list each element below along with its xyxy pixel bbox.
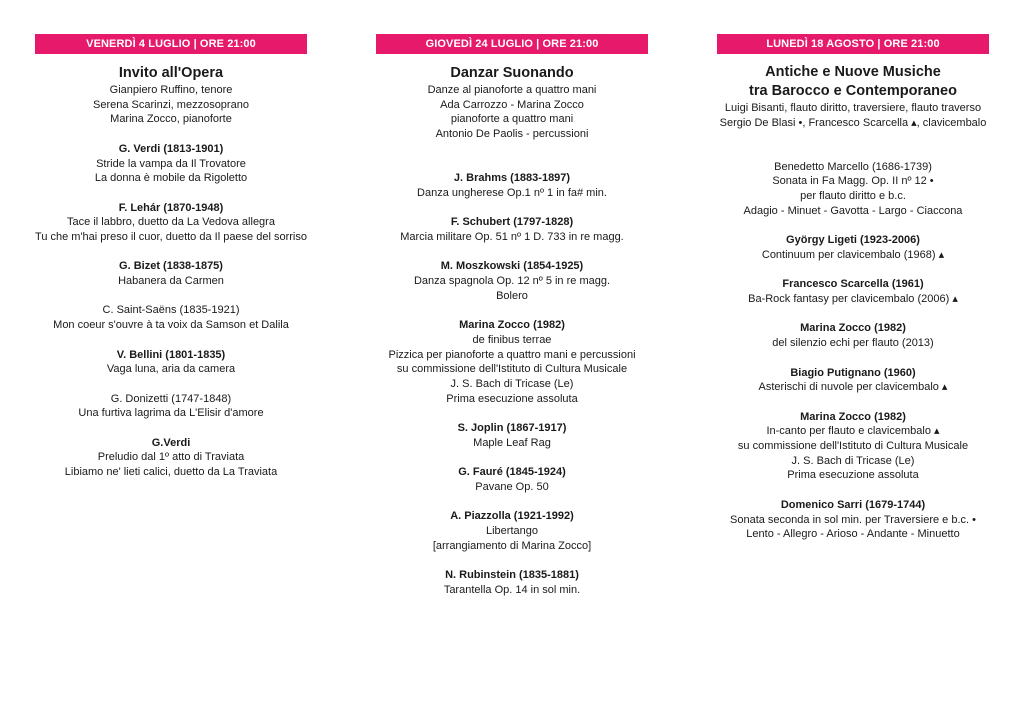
program-item [376, 509, 648, 553]
spacer [376, 406, 648, 421]
piece-line: G. Donizetti (1747-1848) [110, 392, 232, 405]
program-item [35, 259, 307, 288]
spacer [717, 395, 989, 410]
piece-line: Una furtiva lagrima da L'Elisir d'amore [78, 407, 264, 420]
program-item [376, 171, 648, 200]
concert-title [717, 63, 989, 101]
performer-line: Serena Scarinzi, mezzosoprano [93, 98, 249, 111]
program-item [717, 321, 989, 350]
piece-line: Bolero [496, 289, 528, 302]
spacer [376, 495, 648, 510]
spacer [717, 219, 989, 234]
date-time-banner: VENERDÌ 4 LUGLIO | ORE 21:00 [35, 34, 307, 54]
concert-column-3 [717, 34, 989, 542]
program-item [717, 366, 989, 395]
piece-line: [arrangiamento di Marina Zocco] [432, 539, 592, 552]
composer-heading: J. Brahms (1883-1897) [453, 172, 571, 185]
spacer [717, 145, 989, 160]
composer-heading: V. Bellini (1801-1835) [116, 348, 226, 361]
performer-line: Marina Zocco, pianoforte [110, 113, 232, 126]
spacer [717, 351, 989, 366]
piece-line: Sonata seconda in sol min. per Traversiere e b.c. • [730, 513, 976, 526]
piece-line: La donna è mobile da Rigoletto [94, 172, 248, 185]
piece-line: Benedetto Marcello (1686-1739) [774, 160, 932, 173]
date-time-banner: LUNEDÌ 18 AGOSTO | ORE 21:00 [717, 34, 989, 54]
program-item [35, 142, 307, 186]
concert-title-line: tra Barocco e Contemporaneo [749, 83, 957, 99]
program-item [717, 410, 989, 484]
concert-title [376, 64, 648, 83]
piece-line: Sonata in Fa Magg. Op. II nº 12 • [772, 175, 934, 188]
composer-heading: G. Bizet (1838-1875) [119, 260, 223, 273]
piece-line: su commissione dell'Istituto di Cultura Musicale [737, 440, 969, 453]
spacer [35, 333, 307, 348]
performer-line: Gianpiero Ruffino, tenore [109, 84, 233, 96]
piece-line: Libiamo ne' lieti calici, duetto da La Traviata [64, 466, 278, 479]
spacer [376, 142, 648, 157]
program-item [376, 259, 648, 303]
program-item [376, 215, 648, 244]
piece-line: Tace il labbro, duetto da La Vedova allegra [67, 216, 275, 229]
spacer [376, 201, 648, 216]
piece-line: Pavane Op. 50 [475, 480, 549, 493]
piece-line: Ba-Rock fantasy per clavicembalo (2006) ▴ [748, 293, 958, 306]
composer-heading: Biagio Putignano (1960) [790, 366, 916, 379]
piece-line: J. S. Bach di Tricase (Le) [791, 454, 915, 467]
composer-heading: Domenico Sarri (1679-1744) [780, 498, 926, 511]
composer-heading: N. Rubinstein (1835-1881) [445, 569, 579, 582]
piece-line: Lento - Allegro - Arioso - Andante - Minuetto [746, 528, 960, 541]
spacer [376, 450, 648, 465]
spacer [35, 289, 307, 304]
piece-line: Tarantella Op. 14 in sol min. [443, 583, 581, 596]
performer-line: pianoforte a quattro mani [450, 113, 574, 126]
program-item [35, 303, 307, 332]
spacer [35, 186, 307, 201]
spacer [717, 483, 989, 498]
piece-line: Habanera da Carmen [118, 275, 224, 288]
composer-heading: F. Schubert (1797-1828) [450, 216, 574, 229]
program-item [35, 201, 307, 245]
piece-line: Prima esecuzione assoluta [787, 469, 919, 482]
spacer [717, 130, 989, 145]
program-item [35, 436, 307, 480]
piece-line: per flauto diritto e b.c. [800, 190, 906, 203]
composer-heading: G. Verdi (1813-1901) [118, 142, 224, 155]
piece-line: de finibus terrae [472, 333, 552, 346]
program-item [35, 348, 307, 377]
piece-line: Preludio dal 1º atto di Traviata [97, 451, 245, 464]
performer-line: Ada Carrozzo - Marina Zocco [440, 98, 584, 111]
concert-title-line: Danzar Suonando [450, 65, 574, 81]
piece-line: Asterischi di nuvole per clavicembalo ▴ [758, 381, 948, 394]
program-item [376, 318, 648, 406]
piece-line: Continuum per clavicembalo (1968) ▴ [761, 248, 945, 261]
piece-line: Pizzica per pianoforte a quattro mani e percussioni [388, 348, 636, 361]
program-item [376, 421, 648, 450]
piece-line: Stride la vampa da Il Trovatore [96, 157, 246, 170]
piece-line: In-canto per flauto e clavicembalo ▴ [766, 425, 940, 438]
piece-line: Libertango [486, 524, 538, 537]
concert-column-1 [35, 34, 307, 480]
composer-heading: G.Verdi [151, 436, 191, 449]
performer-line: Antonio De Paolis - percussioni [435, 128, 589, 141]
concert-title-line: Antiche e Nuove Musiche [765, 64, 941, 80]
program-item [35, 392, 307, 421]
performer-line: Luigi Bisanti, flauto diritto, traversiere, flauto traverso [724, 102, 982, 114]
program-item [717, 498, 989, 542]
spacer [376, 303, 648, 318]
composer-heading: M. Moszkowski (1854-1925) [440, 260, 584, 273]
program-item [376, 465, 648, 494]
program-item [717, 160, 989, 219]
spacer [376, 157, 648, 172]
composer-heading: G. Fauré (1845-1924) [458, 466, 566, 479]
piece-line: Maple Leaf Rag [473, 436, 551, 449]
concert-title [35, 64, 307, 83]
piece-line: Marcia militare Op. 51 nº 1 D. 733 in re magg. [400, 230, 624, 243]
date-time-banner: GIOVEDÌ 24 LUGLIO | ORE 21:00 [376, 34, 648, 54]
concert-title-line: Invito all'Opera [118, 65, 224, 81]
program-item [717, 233, 989, 262]
piece-line: su commissione dell'Istituto di Cultura Musicale [396, 363, 628, 376]
spacer [35, 377, 307, 392]
piece-line: Vaga luna, aria da camera [106, 363, 236, 376]
composer-heading: Marina Zocco (1982) [800, 322, 906, 335]
spacer [717, 307, 989, 322]
spacer [35, 127, 307, 142]
composer-heading: Francesco Scarcella (1961) [782, 278, 924, 291]
composer-heading: Marina Zocco (1982) [800, 410, 906, 423]
piece-line: Prima esecuzione assoluta [446, 392, 578, 405]
concert-column-2 [376, 34, 648, 597]
spacer [376, 553, 648, 568]
program-item [717, 277, 989, 306]
piece-line: J. S. Bach di Tricase (Le) [450, 377, 574, 390]
spacer [35, 245, 307, 260]
piece-line: Adagio - Minuet - Gavotta - Largo - Ciaccona [743, 204, 963, 217]
spacer [35, 421, 307, 436]
performer-line: Sergio De Blasi •, Francesco Scarcella ▴, clavicembalo [719, 116, 987, 129]
composer-heading: F. Lehár (1870-1948) [118, 201, 224, 214]
composer-heading: S. Joplin (1867-1917) [457, 422, 567, 435]
piece-line: del silenzio echi per flauto (2013) [772, 337, 934, 350]
piece-line: Danza ungherese Op.1 nº 1 in fa# min. [417, 186, 607, 199]
piece-line: Danza spagnola Op. 12 nº 5 in re magg. [413, 275, 611, 288]
spacer [376, 245, 648, 260]
piece-line: Mon coeur s'ouvre à ta voix da Samson et Dalila [53, 319, 289, 332]
spacer [717, 263, 989, 278]
composer-heading: Marina Zocco (1982) [459, 319, 565, 332]
program-item [376, 568, 648, 597]
piece-line: Tu che m'hai preso il cuor, duetto da Il paese del sorriso [35, 231, 307, 243]
performer-line: Danze al pianoforte a quattro mani [427, 84, 597, 96]
piece-line: C. Saint-Saëns (1835-1921) [102, 304, 240, 317]
composer-heading: György Ligeti (1923-2006) [786, 234, 920, 247]
composer-heading: A. Piazzolla (1921-1992) [450, 510, 574, 523]
